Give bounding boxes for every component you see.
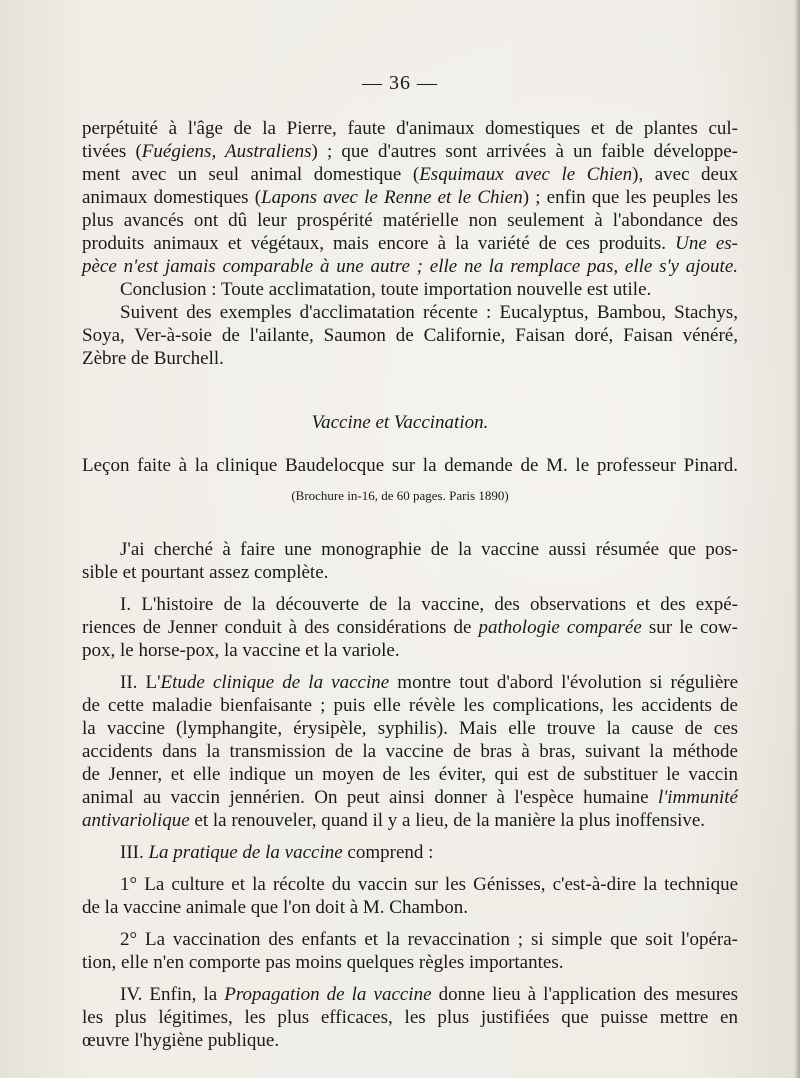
text-line: pox, le horse-pox, la vaccine et la variole.: [82, 640, 400, 661]
text-line: perpétuité à l'âge de la Pierre, faute d'animaux domestiques et de plantes cul-: [82, 118, 738, 139]
page-number: — 36 —: [362, 72, 438, 94]
examples-line: Soya, Ver-à-soie de l'ailante, Saumon de Californie, Faisan doré, Faisan vénéré,: [82, 325, 738, 346]
text-line: de Jenner, et elle indique un moyen de les éviter, qui est de substituer le vaccin: [82, 764, 738, 785]
intro-paragraph: [82, 117, 738, 278]
italic-text: pathologie comparée: [478, 617, 642, 638]
text-line: la vaccine (lymphangite, érysipèle, syphilis). Mais elle trouve la cause de ces: [82, 718, 738, 739]
lecture-subtitle: Leçon faite à la clinique Baudelocque sur la demande de M. le professeur Pinard.: [82, 455, 738, 476]
examples-line: Zèbre de Burchell.: [82, 348, 224, 369]
brochure-note: (Brochure in-16, de 60 pages. Paris 1890): [291, 488, 509, 503]
italic-text: pèce n'est jamais comparable à une autre ; elle ne la remplace pas, elle s'y ajoute.: [82, 256, 738, 277]
text-line: œuvre l'hygiène publique.: [82, 1030, 280, 1051]
text-line: IV. Enfin, la Propagation de la vaccine donne lieu à l'application des mesures: [120, 984, 739, 1005]
text-line: 1° La culture et la récolte du vaccin sur les Génisses, c'est-à-dire la technique: [120, 874, 738, 895]
italic-text: Esquimaux avec le Chien: [419, 164, 633, 185]
paragraph-gap: [82, 662, 738, 671]
intro-text: [82, 117, 738, 370]
italic-text: Propagation de la vaccine: [224, 984, 432, 1005]
italic-text: Fuégiens, Australiens: [141, 141, 312, 162]
text-line: animal au vaccin jennérien. On peut ainsi donner à l'espèce humaine l'immunité: [82, 787, 738, 808]
text-line: riences de Jenner conduit à des considérations de pathologie comparée sur le cow-: [82, 617, 738, 638]
text-line: de cette maladie bienfaisante ; puis elle révèle les complications, les accidents de: [82, 695, 738, 716]
section-title: Vaccine et Vaccination.: [311, 412, 489, 433]
text-line: accidents dans la transmission de la vaccine de bras à bras, suivant la méthode: [82, 741, 738, 762]
examples-line: Suivent des exemples d'acclimatation récente : Eucalyptus, Bambou, Stachys,: [120, 302, 738, 323]
text-line: I. L'histoire de la découverte de la vaccine, des observations et des expé-: [120, 594, 738, 615]
italic-text: Lapons avec le Renne et le Chien: [261, 187, 523, 208]
text-line: antivariolique et la renouveler, quand il y a lieu, de la manière la plus inoffensive.: [82, 810, 706, 831]
italic-text: l'immunité: [657, 787, 738, 808]
italic-text: Etude clinique de la vaccine: [160, 672, 390, 693]
text-line: tion, elle n'en comporte pas moins quelques règles importantes.: [82, 952, 564, 973]
text-line: J'ai cherché à faire une monographie de la vaccine aussi résumée que pos-: [120, 539, 738, 560]
text-line: produits animaux et végétaux, mais encore à la variété de ces produits. Une es-: [82, 233, 739, 254]
text-line: III. La pratique de la vaccine comprend :: [120, 842, 434, 863]
page-edge-shadow: [794, 0, 800, 1078]
text-line: de la vaccine animale que l'on doit à M. Chambon.: [82, 897, 468, 918]
paragraph-gap: [82, 584, 738, 593]
text-line: animaux domestiques (Lapons avec le Renne et le Chien) ; enfin que les peuples les: [82, 187, 738, 208]
text-line: ment avec un seul animal domestique (Esquimaux avec le Chien), avec deux: [82, 164, 738, 185]
text-line: plus avancés ont dû leur prospérité matérielle non seulement à l'abondance des: [82, 210, 738, 231]
italic-text: La pratique de la vaccine: [148, 842, 343, 863]
paragraph-gap: [82, 864, 738, 873]
text-line: II. L'Etude clinique de la vaccine montre tout d'abord l'évolution si régulière: [120, 672, 739, 693]
body-text: [82, 538, 738, 1052]
paragraph-gap: [82, 832, 738, 841]
text-line: [82, 255, 738, 278]
paragraph-gap: [82, 919, 738, 928]
text-line: 2° La vaccination des enfants et la revaccination ; si simple que soit l'opéra-: [120, 929, 738, 950]
conclusion-line: Conclusion : Toute acclimatation, toute importation nouvelle est utile.: [120, 279, 652, 300]
text-line: tivées (Fuégiens, Australiens) ; que d'autres sont arrivées à un faible développe-: [82, 141, 739, 162]
text-line: sible et pourtant assez complète.: [82, 562, 329, 583]
paragraph-gap: [82, 974, 738, 983]
italic-text: antivariolique: [82, 810, 190, 831]
text-line: les plus légitimes, les plus efficaces, les plus justifiées que puisse mettre en: [82, 1007, 738, 1028]
italic-text: Une es-: [675, 233, 739, 254]
